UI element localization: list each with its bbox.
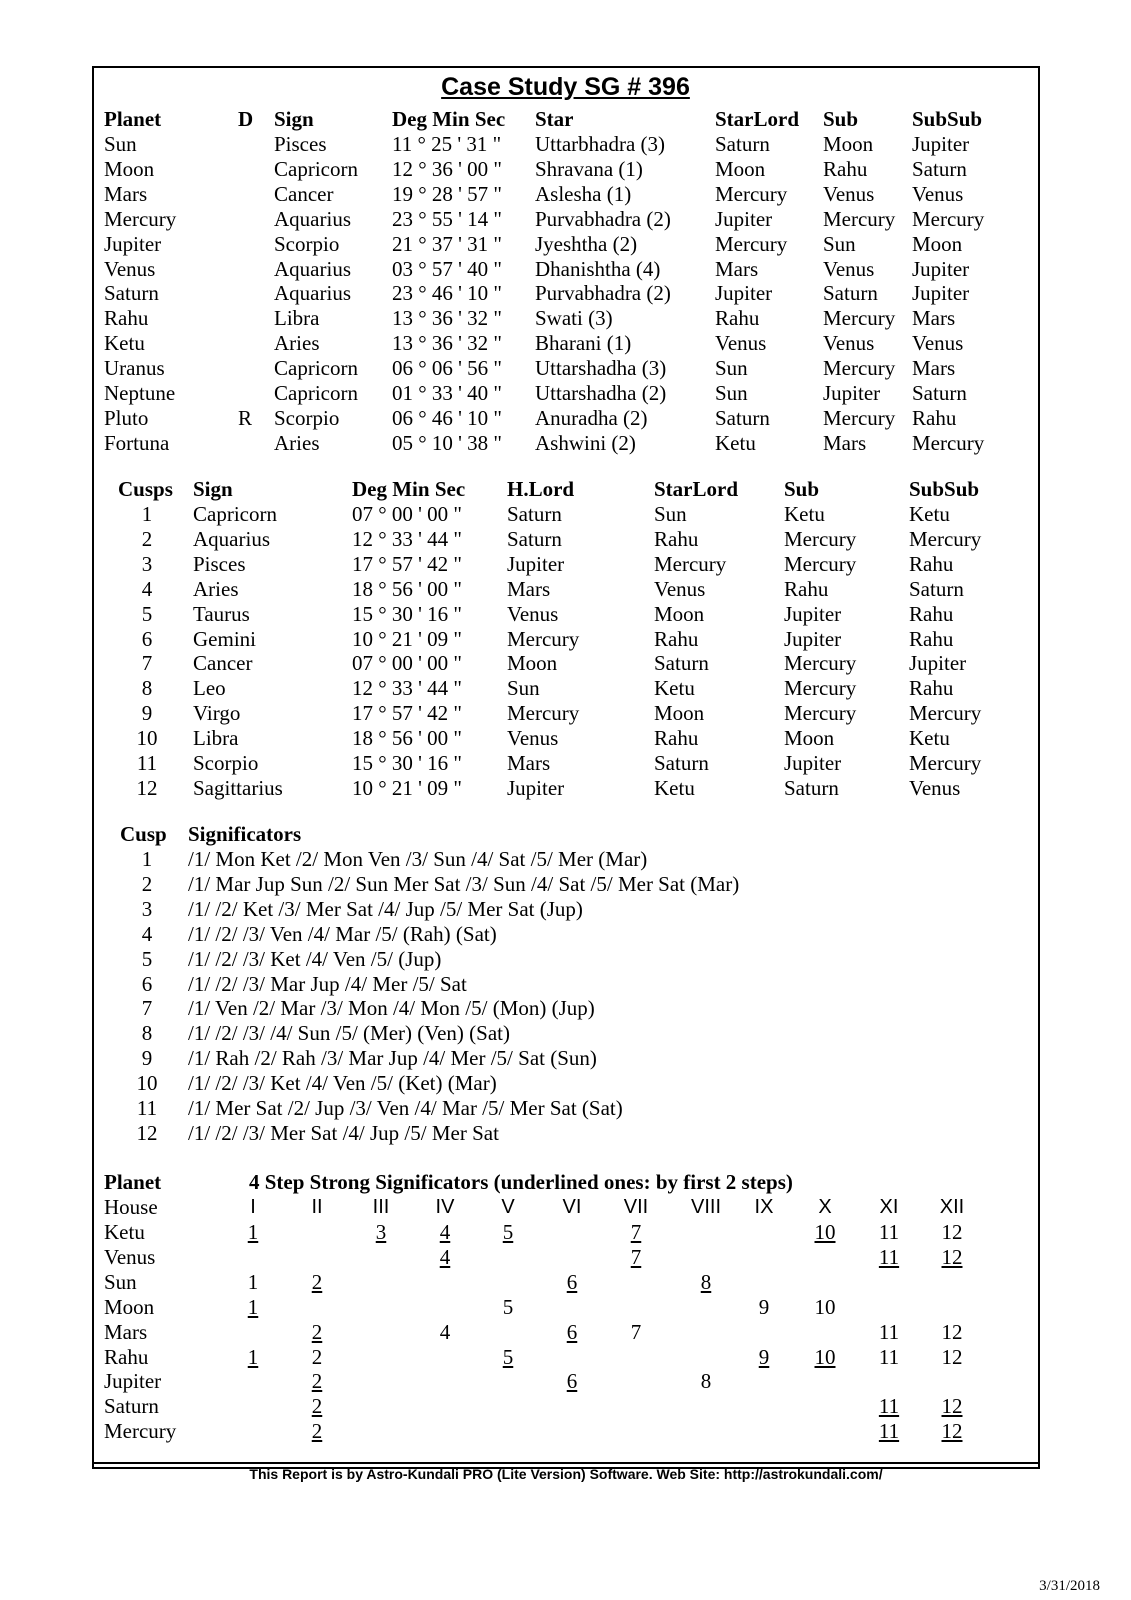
house-numeral: VII	[623, 1196, 649, 1218]
cusp-cell: Moon	[507, 651, 558, 676]
column-header: H.Lord	[507, 477, 575, 501]
house-numeral: XI	[879, 1196, 899, 1218]
column-header: Planet	[104, 1170, 162, 1194]
cusp-cell: Mars	[507, 576, 551, 601]
house-label: House	[104, 1195, 158, 1219]
planet-cell: Venus	[912, 181, 964, 206]
house-value: 7	[630, 1244, 642, 1269]
column-header: Sub	[784, 477, 820, 501]
cusp-cell: Mercury	[507, 626, 580, 651]
planet-cell: Venus	[715, 331, 767, 356]
column-header: SubSub	[909, 477, 980, 501]
cusp-cell: Sun	[507, 676, 540, 701]
house-value: 1	[247, 1294, 259, 1319]
house-value: 2	[311, 1269, 323, 1294]
cusp-cell: Saturn	[654, 751, 709, 775]
planet-cell: Dhanishtha (4)	[535, 256, 661, 281]
house-value: 5	[502, 1294, 514, 1319]
cusp-cell: Aries	[193, 576, 239, 601]
cusp-cell: Rahu	[654, 726, 699, 751]
column-header: Deg Min Sec	[352, 477, 466, 501]
planet-cell: Venus	[104, 256, 156, 281]
house-value: 12	[941, 1344, 963, 1369]
cusp-number: 7	[141, 996, 153, 1021]
house-value: 12	[941, 1220, 963, 1244]
planet-cell: Jupiter	[823, 381, 881, 405]
planet-name: Jupiter	[104, 1369, 162, 1394]
column-header: Star	[535, 107, 574, 131]
cusp-cell: Mercury	[784, 551, 857, 576]
planet-cell: Jyeshtha (2)	[535, 231, 638, 256]
cusp-cell: 15 ° 30 ' 16 "	[352, 601, 463, 626]
cusp-cell: 17 ° 57 ' 42 "	[352, 551, 463, 576]
significator-list: /1/ /2/ /3/ /4/ Sun /5/ (Mer) (Ven) (Sat)	[188, 1021, 510, 1046]
planet-cell: Moon	[715, 156, 766, 181]
planet-cell: Saturn	[104, 281, 159, 306]
cusp-number: 10	[136, 726, 158, 751]
house-value: 7	[630, 1319, 642, 1344]
planet-cell: R	[238, 405, 253, 430]
cusp-cell: Cancer	[193, 651, 253, 676]
planet-cell: Shravana (1)	[535, 156, 643, 181]
cusp-number: 10	[136, 1071, 158, 1096]
planet-cell: Mercury	[715, 231, 788, 256]
planet-cell: Pisces	[274, 132, 327, 156]
cusp-number: 12	[136, 775, 158, 800]
cusp-cell: Scorpio	[193, 751, 259, 775]
house-numeral: X	[818, 1196, 832, 1218]
planet-cell: 03 ° 57 ' 40 "	[392, 256, 503, 281]
house-value: 10	[814, 1220, 836, 1244]
cusp-cell: Moon	[654, 701, 705, 726]
cusp-cell: Venus	[654, 576, 706, 601]
planet-cell: Saturn	[912, 156, 967, 181]
cusp-cell: Saturn	[784, 775, 839, 800]
planet-cell: Mercury	[715, 181, 788, 206]
planet-cell: Saturn	[715, 405, 770, 430]
cusp-number: 6	[141, 626, 153, 651]
planet-name: Rahu	[104, 1344, 149, 1369]
cusp-cell: Moon	[654, 601, 705, 626]
planet-cell: Mars	[823, 430, 867, 455]
planet-cell: Sun	[104, 132, 137, 156]
column-header: SubSub	[912, 107, 983, 131]
planet-cell: Capricorn	[274, 356, 358, 381]
significator-list: /1/ /2/ /3/ Ven /4/ Mar /5/ (Rah) (Sat)	[188, 921, 497, 946]
planet-cell: 21 ° 37 ' 31 "	[392, 231, 503, 256]
cusp-number: 1	[141, 502, 153, 526]
planet-cell: Cancer	[274, 181, 334, 206]
cusp-cell: Rahu	[909, 626, 954, 651]
footer-divider	[92, 1462, 1040, 1464]
column-header: Deg Min Sec	[392, 107, 506, 131]
planet-cell: Aquarius	[274, 281, 351, 306]
house-value: 5	[502, 1344, 514, 1369]
planet-cell: 06 ° 06 ' 56 "	[392, 356, 503, 381]
planet-name: Moon	[104, 1294, 155, 1319]
column-header: Significators	[188, 822, 302, 846]
column-header: StarLord	[654, 477, 738, 501]
house-value: 12	[941, 1244, 963, 1269]
planet-cell: Saturn	[912, 381, 967, 405]
house-value: 2	[311, 1419, 323, 1444]
column-header: Cusps	[118, 477, 173, 501]
planet-cell: Purvabhadra (2)	[535, 281, 671, 306]
cusp-cell: 10 ° 21 ' 09 "	[352, 775, 463, 800]
cusp-cell: 10 ° 21 ' 09 "	[352, 626, 463, 651]
column-header: Sign	[193, 477, 233, 501]
house-value: 8	[700, 1269, 712, 1294]
planet-cell: Saturn	[823, 281, 878, 306]
cusp-cell: Mercury	[784, 676, 857, 701]
planet-cell: Jupiter	[715, 206, 773, 231]
planet-cell: Mars	[912, 356, 956, 381]
planet-cell: Mercury	[104, 206, 177, 231]
house-numeral: IX	[754, 1196, 774, 1218]
house-value: 1	[247, 1269, 259, 1294]
house-value: 11	[878, 1220, 900, 1244]
cusp-cell: 12 ° 33 ' 44 "	[352, 676, 463, 701]
house-value: 11	[878, 1319, 900, 1344]
cusp-cell: Mars	[507, 751, 551, 775]
planet-cell: Jupiter	[104, 231, 162, 256]
planet-cell: Scorpio	[274, 405, 340, 430]
significator-list: /1/ Mon Ket /2/ Mon Ven /3/ Sun /4/ Sat /5/ Mer (Mar)	[188, 847, 648, 871]
planet-cell: Jupiter	[912, 281, 970, 306]
planet-cell: Moon	[912, 231, 963, 256]
cusp-cell: 18 ° 56 ' 00 "	[352, 576, 463, 601]
house-numeral: VIII	[690, 1196, 721, 1218]
planet-cell: Mercury	[823, 405, 896, 430]
house-numeral: IV	[435, 1196, 455, 1218]
house-numeral: II	[311, 1196, 323, 1218]
cusp-cell: Venus	[507, 601, 559, 626]
planet-cell: Mercury	[823, 306, 896, 331]
planet-cell: Anuradha (2)	[535, 405, 648, 430]
house-numeral: III	[372, 1196, 390, 1218]
column-header: StarLord	[715, 107, 799, 131]
cusp-cell: 07 ° 00 ' 00 "	[352, 651, 463, 676]
house-value: 10	[814, 1294, 836, 1319]
planet-cell: Rahu	[912, 405, 957, 430]
house-value: 8	[700, 1369, 712, 1394]
house-value: 5	[502, 1220, 514, 1244]
cusp-cell: Mercury	[507, 701, 580, 726]
house-numeral: I	[250, 1196, 256, 1218]
cusp-cell: Mercury	[909, 701, 982, 726]
house-value: 2	[311, 1394, 323, 1419]
column-header: Cusp	[120, 822, 167, 846]
planet-cell: 01 ° 33 ' 40 "	[392, 381, 503, 405]
cusp-cell: Mercury	[909, 751, 982, 775]
planet-name: Mercury	[104, 1419, 177, 1444]
cusp-cell: Rahu	[784, 576, 829, 601]
house-value: 9	[758, 1294, 770, 1319]
planet-cell: Scorpio	[274, 231, 340, 256]
planet-cell: Uttarbhadra (3)	[535, 132, 666, 156]
significator-list: /1/ Ven /2/ Mar /3/ Mon /4/ Mon /5/ (Mon) (Jup)	[188, 996, 595, 1021]
cusp-number: 3	[141, 551, 153, 576]
cusp-cell: 18 ° 56 ' 00 "	[352, 726, 463, 751]
planet-cell: Sun	[715, 381, 748, 405]
planet-cell: 23 ° 46 ' 10 "	[392, 281, 503, 306]
planet-cell: 12 ° 36 ' 00 "	[392, 156, 503, 181]
house-value: 12	[941, 1419, 963, 1444]
house-value: 1	[247, 1344, 259, 1369]
cusp-cell: 07 ° 00 ' 00 "	[352, 502, 463, 526]
planet-cell: Jupiter	[912, 256, 970, 281]
house-value: 2	[311, 1369, 323, 1394]
planet-cell: Venus	[823, 181, 875, 206]
planet-cell: 23 ° 55 ' 14 "	[392, 206, 503, 231]
cusp-cell: Ketu	[909, 726, 950, 751]
cusp-cell: Saturn	[507, 502, 562, 526]
page-title	[0, 73, 1131, 102]
cusp-cell: Ketu	[654, 676, 695, 701]
planet-cell: Pluto	[104, 405, 149, 430]
house-value: 7	[630, 1220, 642, 1244]
planet-cell: Neptune	[104, 381, 176, 405]
house-numeral: V	[501, 1196, 515, 1218]
cusp-cell: Pisces	[193, 551, 246, 576]
cusp-cell: Gemini	[193, 626, 256, 651]
cusp-cell: Saturn	[909, 576, 964, 601]
planet-name: Mars	[104, 1319, 148, 1344]
cusp-cell: Venus	[909, 775, 961, 800]
planet-cell: Uttarshadha (2)	[535, 381, 667, 405]
cusp-cell: Rahu	[909, 551, 954, 576]
cusp-cell: Jupiter	[507, 775, 565, 800]
planet-cell: Rahu	[715, 306, 760, 331]
planet-cell: Venus	[823, 256, 875, 281]
significator-list: /1/ /2/ /3/ Ket /4/ Ven /5/ (Jup)	[188, 946, 442, 971]
cusp-number: 3	[141, 896, 153, 921]
house-value: 11	[878, 1244, 900, 1269]
planet-cell: 05 ° 10 ' 38 "	[392, 430, 503, 455]
cusp-cell: Virgo	[193, 701, 241, 726]
cusp-cell: 12 ° 33 ' 44 "	[352, 526, 463, 551]
house-value: 10	[814, 1344, 836, 1369]
significator-list: /1/ /2/ /3/ Ket /4/ Ven /5/ (Ket) (Mar)	[188, 1071, 497, 1096]
planet-cell: 06 ° 46 ' 10 "	[392, 405, 503, 430]
planet-cell: Mars	[715, 256, 759, 281]
planet-cell: Sun	[823, 231, 856, 256]
cusp-number: 7	[141, 651, 153, 676]
house-value: 6	[566, 1369, 578, 1394]
cusp-cell: Ketu	[654, 775, 695, 800]
report-date: 3/31/2018	[1039, 1578, 1100, 1594]
planet-cell: Sun	[715, 356, 748, 381]
strong-title: 4 Step Strong Significators (underlined ones: by first 2 steps)	[249, 1170, 793, 1194]
cusp-number: 4	[141, 576, 153, 601]
planet-cell: Swati (3)	[535, 306, 613, 331]
cusp-cell: Rahu	[909, 676, 954, 701]
cusp-cell: Sagittarius	[193, 775, 283, 800]
planet-cell: Venus	[823, 331, 875, 356]
cusp-number: 11	[136, 751, 158, 775]
planet-cell: Aquarius	[274, 206, 351, 231]
house-value: 3	[375, 1220, 387, 1244]
cusp-number: 2	[141, 526, 153, 551]
cusp-cell: Rahu	[654, 626, 699, 651]
column-header: Planet	[104, 107, 162, 131]
planet-cell: Aquarius	[274, 256, 351, 281]
planet-cell: Libra	[274, 306, 320, 331]
significator-list: /1/ /2/ /3/ Mer Sat /4/ Jup /5/ Mer Sat	[188, 1120, 499, 1145]
planet-cell: Moon	[104, 156, 155, 181]
cusp-cell: Mercury	[784, 651, 857, 676]
planet-cell: 13 ° 36 ' 32 "	[392, 331, 503, 356]
planet-cell: Mercury	[912, 430, 985, 455]
planet-cell: 19 ° 28 ' 57 "	[392, 181, 503, 206]
house-value: 1	[247, 1220, 259, 1244]
cusp-number: 1	[141, 847, 153, 871]
cusp-cell: Rahu	[654, 526, 699, 551]
cusp-cell: Ketu	[909, 502, 950, 526]
house-value: 12	[941, 1319, 963, 1344]
house-value: 4	[439, 1220, 451, 1244]
cusp-number: 9	[141, 701, 153, 726]
planet-cell: Jupiter	[715, 281, 773, 306]
planet-cell: Capricorn	[274, 156, 358, 181]
planet-cell: Capricorn	[274, 381, 358, 405]
cusp-cell: Leo	[193, 676, 226, 701]
cusp-cell: Sun	[654, 502, 687, 526]
house-numeral: XII	[939, 1196, 965, 1218]
cusp-cell: Mercury	[654, 551, 727, 576]
planet-cell: Uttarshadha (3)	[535, 356, 667, 381]
house-value: 4	[439, 1319, 451, 1344]
planet-cell: Aries	[274, 331, 320, 356]
significator-list: /1/ /2/ Ket /3/ Mer Sat /4/ Jup /5/ Mer Sat (Jup)	[188, 896, 583, 921]
cusp-cell: Saturn	[507, 526, 562, 551]
house-value: 6	[566, 1319, 578, 1344]
cusp-cell: Venus	[507, 726, 559, 751]
planet-name: Saturn	[104, 1394, 159, 1419]
planet-cell: Ketu	[715, 430, 756, 455]
cusp-cell: Taurus	[193, 601, 250, 626]
planet-cell: Venus	[912, 331, 964, 356]
cusp-cell: Aquarius	[193, 526, 270, 551]
cusp-number: 2	[141, 871, 153, 896]
planet-cell: Rahu	[823, 156, 868, 181]
cusp-cell: Libra	[193, 726, 239, 751]
cusp-cell: Jupiter	[784, 601, 842, 626]
cusp-number: 12	[136, 1120, 158, 1145]
page-title-text: Case Study SG # 396	[441, 73, 690, 101]
planet-cell: Ashwini (2)	[535, 430, 636, 455]
cusp-cell: Saturn	[654, 651, 709, 676]
planet-cell: Mercury	[823, 206, 896, 231]
cusp-cell: Ketu	[784, 502, 825, 526]
cusp-cell: 17 ° 57 ' 42 "	[352, 701, 463, 726]
house-value: 9	[758, 1344, 770, 1369]
cusp-cell: 15 ° 30 ' 16 "	[352, 751, 463, 775]
cusp-cell: Capricorn	[193, 502, 277, 526]
planet-cell: 13 ° 36 ' 32 "	[392, 306, 503, 331]
planet-cell: Rahu	[104, 306, 149, 331]
planet-cell: Purvabhadra (2)	[535, 206, 671, 231]
planet-cell: Ketu	[104, 331, 145, 356]
planet-cell: Mars	[912, 306, 956, 331]
planet-name: Sun	[104, 1269, 137, 1294]
cusp-cell: Jupiter	[784, 626, 842, 651]
planet-cell: Saturn	[715, 132, 770, 156]
cusp-number: 8	[141, 676, 153, 701]
planet-cell: Mercury	[823, 356, 896, 381]
footer-note: This Report is by Astro-Kundali PRO (Lite Version) Software. Web Site: http://astrokundali.com/	[249, 1466, 883, 1482]
planet-name: Venus	[104, 1244, 156, 1269]
column-header: Sign	[274, 107, 314, 131]
cusp-cell: Jupiter	[507, 551, 565, 576]
significator-list: /1/ /2/ /3/ Mar Jup /4/ Mer /5/ Sat	[188, 971, 467, 996]
planet-cell: Fortuna	[104, 430, 170, 455]
planet-cell: Mars	[104, 181, 148, 206]
cusp-number: 8	[141, 1021, 153, 1046]
cusp-number: 11	[136, 1096, 158, 1120]
cusp-number: 6	[141, 971, 153, 996]
house-value: 2	[311, 1319, 323, 1344]
cusp-number: 4	[141, 921, 153, 946]
cusp-cell: Mercury	[784, 526, 857, 551]
column-header: D	[238, 107, 254, 131]
house-numeral: VI	[562, 1196, 582, 1218]
planet-cell: Uranus	[104, 356, 165, 381]
significator-list: /1/ Mer Sat /2/ Jup /3/ Ven /4/ Mar /5/ Mer Sat (Sat)	[188, 1096, 623, 1120]
cusp-cell: Moon	[784, 726, 835, 751]
house-value: 12	[941, 1394, 963, 1419]
house-value: 6	[566, 1269, 578, 1294]
planet-cell: Jupiter	[912, 132, 970, 156]
planet-cell: 11 ° 25 ' 31 "	[392, 132, 502, 156]
column-header: Sub	[823, 107, 859, 131]
planet-cell: Aslesha (1)	[535, 181, 632, 206]
house-value: 11	[878, 1394, 900, 1419]
planet-cell: Aries	[274, 430, 320, 455]
cusp-number: 9	[141, 1046, 153, 1071]
house-value: 2	[311, 1344, 323, 1369]
cusp-number: 5	[141, 601, 153, 626]
house-value: 4	[439, 1244, 451, 1269]
cusp-cell: Mercury	[909, 526, 982, 551]
significator-list: /1/ Mar Jup Sun /2/ Sun Mer Sat /3/ Sun /4/ Sat /5/ Mer Sat (Mar)	[188, 871, 740, 896]
cusp-cell: Jupiter	[909, 651, 967, 676]
planet-cell: Bharani (1)	[535, 331, 632, 356]
cusp-number: 5	[141, 946, 153, 971]
house-value: 11	[878, 1344, 900, 1369]
cusp-cell: Rahu	[909, 601, 954, 626]
cusp-cell: Jupiter	[784, 751, 842, 775]
house-value: 11	[878, 1419, 900, 1444]
significator-list: /1/ Rah /2/ Rah /3/ Mar Jup /4/ Mer /5/ Sat (Sun)	[188, 1046, 597, 1071]
planet-cell: Mercury	[912, 206, 985, 231]
planet-cell: Moon	[823, 132, 874, 156]
planet-name: Ketu	[104, 1220, 145, 1244]
cusp-cell: Mercury	[784, 701, 857, 726]
